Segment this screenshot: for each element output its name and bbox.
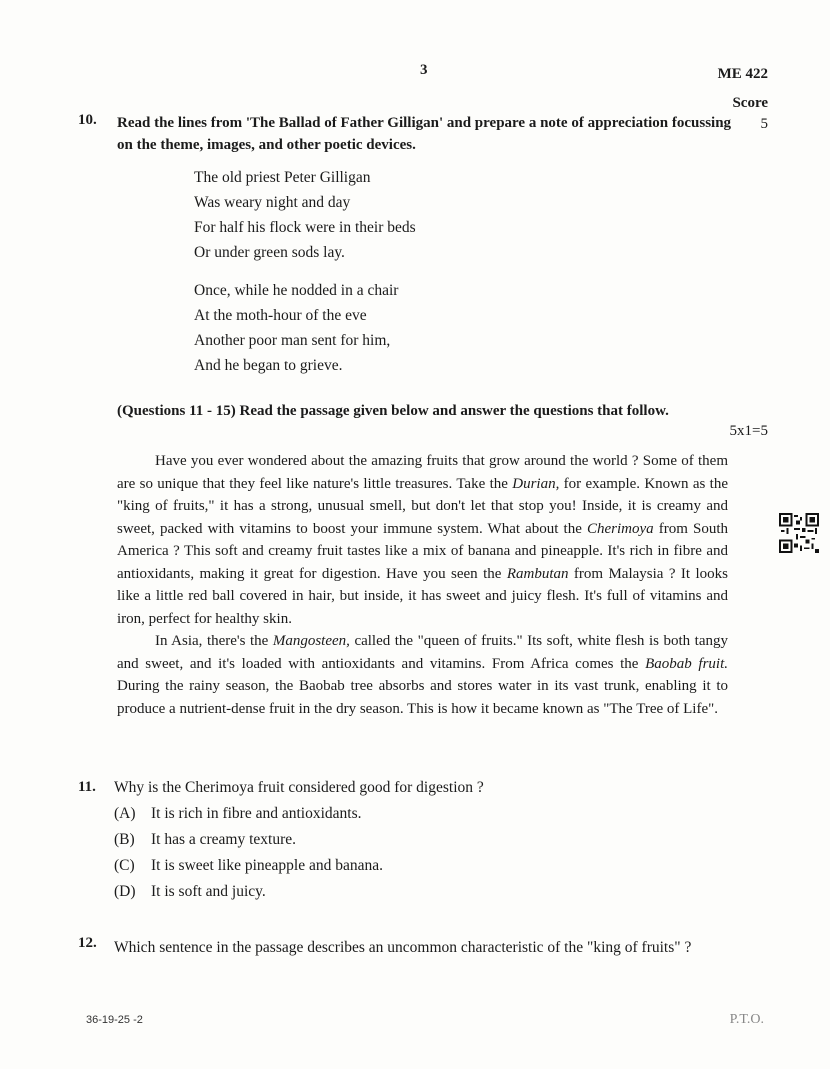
passage-paragraph-2: In Asia, there's the Mangosteen, called the "queen of fruits." Its soft, white flesh is both tangy and sweet, and it's loaded with antioxidants and vitamins. From Africa comes the Baobab fruit. During the rainy season, the Baobab tree absorbs and stores water in its vast trunk, enabling it to produce a nutrient-dense fruit in the dry season. This is how it became known as "The Tree of Life".	[117, 633, 728, 717]
option-a: (A) It is rich in fibre and antioxidants.	[114, 805, 362, 822]
fruit-name-rambutan: Rambutan	[506, 565, 569, 582]
option-d: (D) It is soft and juicy.	[114, 883, 266, 900]
footer-code: 36-19-25 -2	[86, 1014, 143, 1026]
option-b: (B) It has a creamy texture.	[114, 831, 297, 848]
question-12-text: Which sentence in the passage describes an uncommon characteristic of the "king of fruits" ?	[114, 939, 692, 956]
poem-stanza-2	[194, 278, 398, 378]
poem-line: For half his flock were in their beds	[194, 219, 416, 236]
reading-passage	[117, 450, 728, 720]
fruit-name-durian: Durian,	[512, 475, 560, 492]
fruit-name-baobab: Baobab fruit.	[645, 655, 728, 672]
question-11-text: Why is the Cherimoya fruit considered good for digestion ?	[114, 779, 484, 796]
poem-line: Another poor man sent for him,	[194, 332, 391, 349]
poem-line: Was weary night and day	[194, 194, 351, 211]
fruit-name-cherimoya: Cherimoya	[586, 520, 654, 537]
question-10-text: Read the lines from 'The Ballad of Father Gilligan' and prepare a note of appreciation focussing on the theme, images, and other poetic devices.	[117, 115, 732, 153]
poem-line: Once, while he nodded in a chair	[194, 282, 399, 299]
passage-paragraph-1: Have you ever wondered about the amazing fruits that grow around the world ? Some of them are so unique that they feel like nature's little treasures. Take the Durian, for example. Known as the "king of fruits," it has a strong, unusual smell, but don't let that stop you! Inside, it is creamy and sweet, packed with vitamins to boost your immune system. What about the Cherimoya from South America ? This soft and creamy fruit tastes like a mix of banana and pineapple. It's rich in fibre and antioxidants, making it great for digestion. Have you seen the Rambutan from Malaysia ? It looks like a little red ball covered in hair, but inside, it has sweet and juicy flesh. It's full of vitamins and iron, perfect for healthy skin.	[117, 453, 729, 627]
poem-stanza-1	[194, 165, 416, 265]
question-10-number: 10.	[78, 112, 97, 128]
poem-line: Or under green sods lay.	[194, 244, 345, 261]
paper-code: ME 422	[717, 66, 768, 82]
question-12-number: 12.	[78, 935, 97, 951]
question-10-marks: 5	[760, 116, 768, 132]
page-number: 3	[420, 62, 428, 78]
poem-line: At the moth-hour of the eve	[194, 307, 367, 324]
footer-pto: P.T.O.	[729, 1012, 764, 1027]
passage-instruction: (Questions 11 - 15) Read the passage given below and answer the questions that follow.	[117, 403, 669, 419]
qr-code-icon	[779, 513, 819, 553]
score-label: Score	[732, 95, 768, 111]
fruit-name-mangosteen: Mangosteen,	[272, 633, 350, 649]
passage-marks: 5x1=5	[729, 423, 768, 439]
question-11-number: 11.	[78, 779, 96, 795]
poem-line: And he began to grieve.	[194, 357, 343, 374]
poem-line: The old priest Peter Gilligan	[194, 169, 371, 186]
option-c: (C) It is sweet like pineapple and banana.	[114, 857, 383, 874]
